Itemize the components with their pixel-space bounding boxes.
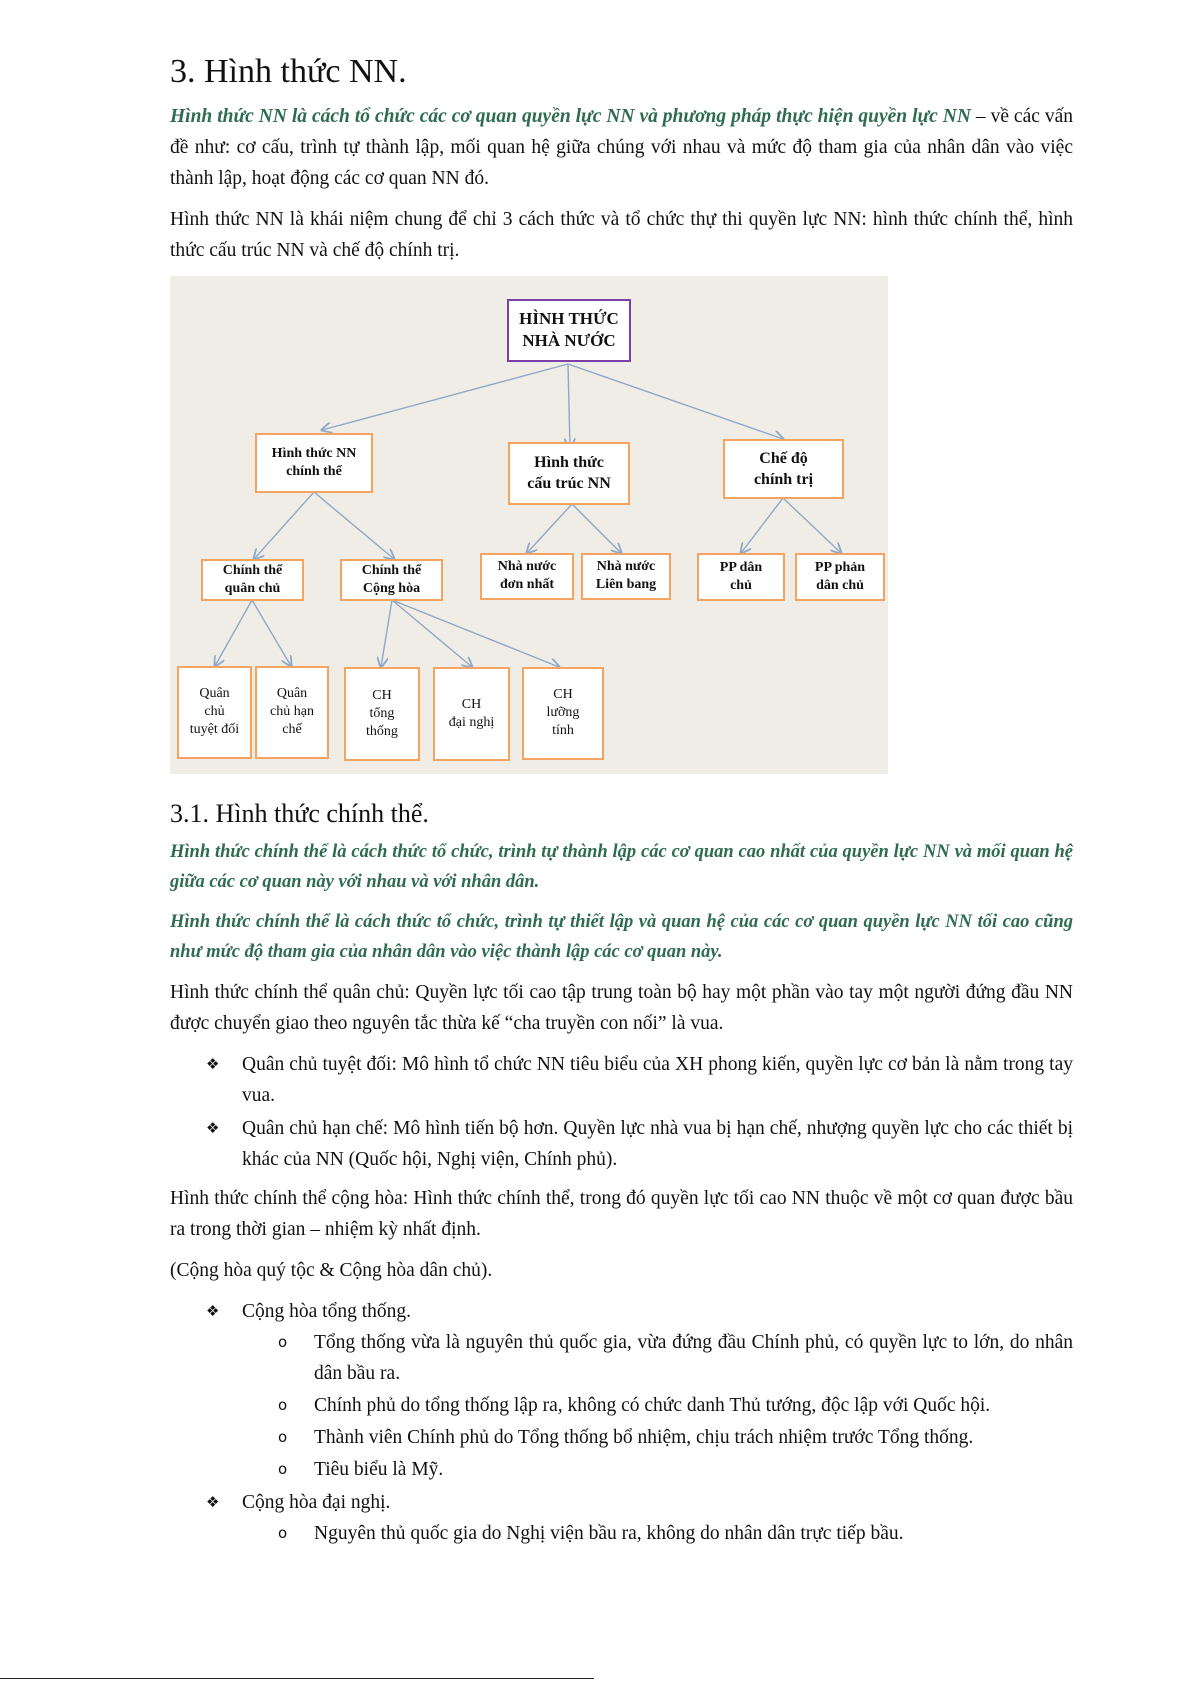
arrow-chinh-the-to-cong-hoa xyxy=(314,492,394,559)
sublist-item-text: Nguyên thủ quốc gia do Nghị viện bầu ra, không do nhân dân trực tiếp bầu. xyxy=(314,1522,904,1544)
diagram-box-chinh-the xyxy=(255,433,373,493)
intro-paragraph xyxy=(170,101,1073,194)
sublist-item xyxy=(278,1390,1073,1421)
diagram-label: Chính thể quân chủ xyxy=(222,562,283,596)
arrow-quan-chu-to-han-che xyxy=(252,600,291,666)
diagram-label: PP dân chủ xyxy=(719,559,763,593)
sublist-item-text: Thành viên Chính phủ do Tổng thống bổ nhiệm, chịu trách nhiệm trước Tổng thống. xyxy=(314,1426,974,1448)
diagram-box-cau-truc xyxy=(508,442,630,505)
subsection-heading: 3.1. Hình thức chính thể. xyxy=(170,798,429,828)
diagram-box-luong-tinh xyxy=(522,667,604,760)
sublist-item xyxy=(278,1422,1073,1453)
sublist-item xyxy=(278,1518,1073,1549)
diagram-box-cong-hoa xyxy=(340,559,443,601)
diagram-box-tong-thong xyxy=(344,667,420,761)
presidential-sublist xyxy=(242,1327,1073,1485)
republic-paragraph: Hình thức chính thể cộng hòa: Hình thức chính thể, trong đó quyền lực tối cao NN thuộc về một cơ quan được bầu ra trong thời gian – nhiệm kỳ nhất định. xyxy=(170,1187,1073,1240)
republic-types: (Cộng hòa quý tộc & Cộng hòa dân chủ). xyxy=(170,1259,493,1281)
diagram-box-che-do xyxy=(723,439,844,499)
arrow-cau-truc-to-don-nhat xyxy=(527,504,572,553)
diagram-label: Quân chủ tuyệt đối xyxy=(189,686,240,738)
footer-rule xyxy=(0,1678,594,1679)
republic-list xyxy=(170,1296,1073,1549)
list-item-text: Quân chủ tuyệt đối: Mô hình tổ chức NN tiêu biểu của XH phong kiến, quyền lực cơ bản là nằm trong tay vua. xyxy=(242,1053,1073,1106)
monarchy-paragraph: Hình thức chính thể quân chủ: Quyền lực tối cao tập trung toàn bộ hay một phần vào tay một người đứng đầu NN được chuyển giao theo nguyên tắc thừa kế “cha truyền con nối” là vua. xyxy=(170,981,1073,1034)
diagram-box-phan-dan-chu xyxy=(795,553,885,601)
monarchy-list xyxy=(170,1049,1073,1175)
arrow-cong-hoa-to-dai-nghi xyxy=(392,600,472,667)
list-item xyxy=(206,1049,1073,1111)
definition-2: Hình thức chính thể là cách thức tổ chức, trình tự thiết lập và quan hệ của các cơ quan quyền lực NN tối cao cũng như mức độ tham gia của nhân dân vào việc thành lập các cơ quan này. xyxy=(170,911,1073,962)
diagram-box-tuyet-doi xyxy=(177,666,252,759)
arrow-root-to-che-do xyxy=(568,364,783,439)
document-content xyxy=(170,52,1073,1557)
diagram-label: Hình thức NN chính thể xyxy=(271,445,357,479)
diagram-box-dan-chu xyxy=(697,553,785,601)
list-item-text: Quân chủ hạn chế: Mô hình tiến bộ hơn. Quyền lực nhà vua bị hạn chế, nhượng quyền lực cho các thiết bị khác của NN (Quốc hội, Nghị viện, Chính phủ). xyxy=(242,1117,1073,1170)
arrow-cau-truc-to-lien-bang xyxy=(572,504,621,553)
circle-bullet-icon: o xyxy=(278,1523,288,1542)
state-form-diagram xyxy=(170,276,888,774)
sublist-item-text: Tổng thống vừa là nguyên thủ quốc gia, vừa đứng đầu Chính phủ, có quyền lực to lớn, do nhân dân bầu ra. xyxy=(314,1331,1073,1384)
diagram-box-don-nhat xyxy=(480,553,574,600)
sublist-item xyxy=(278,1327,1073,1389)
diagram-box-lien-bang xyxy=(581,553,671,600)
definition-1: Hình thức chính thể là cách thức tổ chức, trình tự thành lập các cơ quan cao nhất của quyền lực NN và mối quan hệ giữa các cơ quan này với nhau và với nhân dân. xyxy=(170,841,1073,892)
arrow-root-to-cau-truc xyxy=(568,364,570,448)
arrow-chinh-the-to-quan-chu xyxy=(254,492,314,559)
diamond-bullet-icon: ❖ xyxy=(206,1118,220,1137)
sublist-item-text: Chính phủ do tổng thống lập ra, không có chức danh Thủ tướng, độc lập với Quốc hội. xyxy=(314,1394,991,1416)
diagram-label: CH tổng thống xyxy=(366,687,398,739)
diamond-bullet-icon: ❖ xyxy=(206,1301,220,1320)
section-heading: 3. Hình thức NN. xyxy=(170,53,407,90)
diagram-label: CH lưỡng tính xyxy=(546,687,580,739)
diagram-box-dai-nghi xyxy=(433,667,510,761)
diagram-label: Hình thức cấu trúc NN xyxy=(527,454,611,493)
arrow-cong-hoa-to-luong-tinh xyxy=(392,600,559,667)
diagram-label: PP phản dân chủ xyxy=(814,559,866,593)
intro-rest: – về các vấn đề như: cơ cấu, trình tự thành lập, mối quan hệ giữa chúng với nhau và mức độ tham gia của nhân dân vào việc thành lập, hoạt động các cơ quan NN đó. xyxy=(170,105,1073,189)
sublist-item xyxy=(278,1454,1073,1485)
diagram-label: Nhà nước Liên bang xyxy=(595,559,657,593)
arrow-che-do-to-dan-chu xyxy=(741,498,783,553)
circle-bullet-icon: o xyxy=(278,1395,288,1414)
list-item-text: Cộng hòa tổng thống. xyxy=(242,1300,411,1322)
diagram-label: Nhà nước đơn nhất xyxy=(497,559,557,593)
circle-bullet-icon: o xyxy=(278,1459,288,1478)
diamond-bullet-icon: ❖ xyxy=(206,1492,220,1511)
diagram-label: Chế độ chính trị xyxy=(753,449,814,488)
list-item xyxy=(206,1296,1073,1485)
diagram-box-han-che xyxy=(255,666,329,759)
intro-definition: Hình thức NN là cách tổ chức các cơ quan quyền lực NN và phương pháp thực hiện quyền lực NN xyxy=(170,105,971,127)
diagram-label: CH đại nghị xyxy=(448,696,495,730)
arrow-cong-hoa-to-tong-thong xyxy=(381,600,392,667)
diagram-label: Quân chủ hạn chế xyxy=(270,686,314,738)
diamond-bullet-icon: ❖ xyxy=(206,1054,220,1073)
sublist-item-text: Tiêu biểu là Mỹ. xyxy=(314,1458,444,1480)
parliamentary-sublist xyxy=(242,1518,1073,1549)
diagram-box-quan-chu xyxy=(201,559,304,601)
arrow-root-to-chinh-the xyxy=(322,364,568,430)
circle-bullet-icon: o xyxy=(278,1427,288,1446)
list-item xyxy=(206,1113,1073,1175)
list-item xyxy=(206,1487,1073,1549)
diagram-label: Chính thể Cộng hòa xyxy=(361,562,422,596)
forms-paragraph: Hình thức NN là khái niệm chung để chỉ 3 cách thức và tổ chức thự thi quyền lực NN: hình thức chính thể, hình thức cấu trúc NN và chế độ chính trị. xyxy=(170,208,1073,261)
list-item-text: Cộng hòa đại nghị. xyxy=(242,1491,391,1513)
diagram-root-label: HÌNH THỨC NHÀ NƯỚC xyxy=(519,309,619,351)
circle-bullet-icon: o xyxy=(278,1332,288,1351)
arrow-che-do-to-phan-dan-chu xyxy=(783,498,841,553)
diagram-root-box xyxy=(507,299,631,362)
arrow-quan-chu-to-tuyet-doi xyxy=(215,600,252,666)
